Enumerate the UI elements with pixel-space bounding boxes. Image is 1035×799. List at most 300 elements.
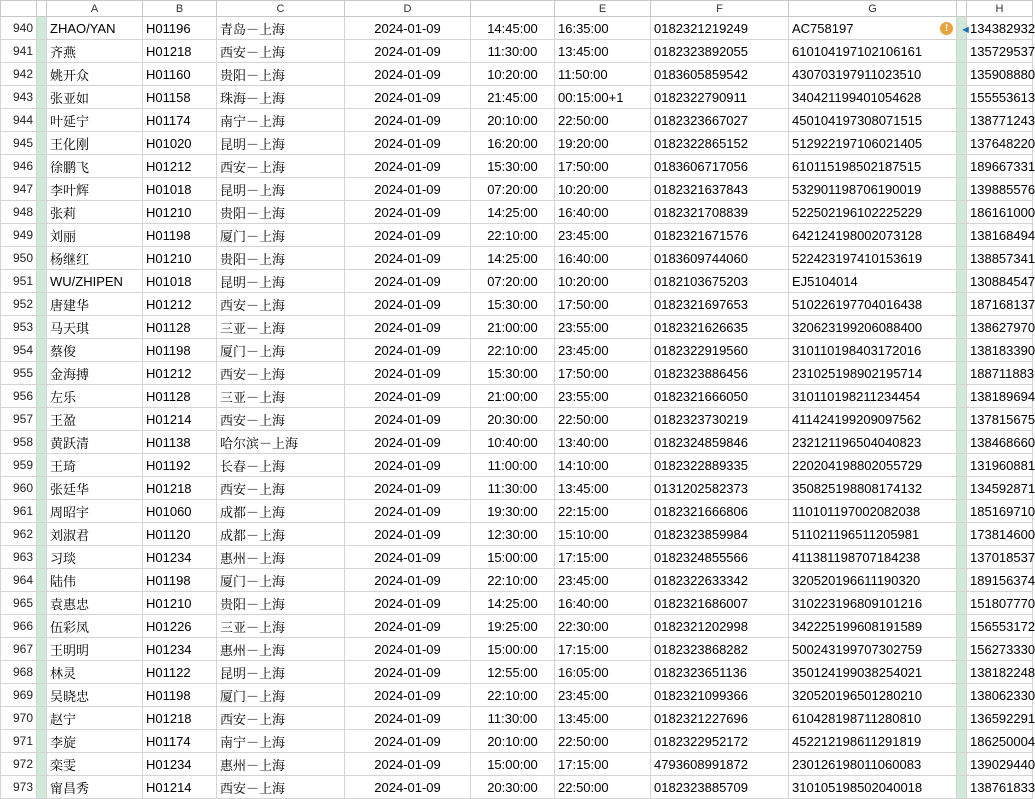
row-number[interactable]: 969	[1, 684, 37, 707]
row-number[interactable]: 942	[1, 63, 37, 86]
column-header-E[interactable]: E	[555, 1, 651, 17]
cell-route[interactable]: 贵阳－上海	[217, 201, 345, 224]
cell-departure-time[interactable]: 10:40:00	[471, 431, 555, 454]
table-row[interactable]	[1, 753, 1033, 776]
cell-passenger-name[interactable]: 王化刚	[47, 132, 143, 155]
cell-flight-id[interactable]: H01198	[143, 684, 217, 707]
cell-date[interactable]: 2024-01-09	[345, 638, 471, 661]
cell-route[interactable]: 惠州－上海	[217, 546, 345, 569]
cell-phone-number[interactable]: 138189694	[967, 385, 1033, 408]
cell-id-number[interactable]: 350825198808174132	[789, 477, 957, 500]
cell-ticket-number[interactable]: 4793608991872	[651, 753, 789, 776]
cell-flight-id[interactable]: H01198	[143, 339, 217, 362]
cell-flight-id[interactable]: H01138	[143, 431, 217, 454]
cell-flight-id[interactable]: H01198	[143, 224, 217, 247]
cell-date[interactable]: 2024-01-09	[345, 615, 471, 638]
cell-passenger-name[interactable]: 林灵	[47, 661, 143, 684]
cell-date[interactable]: 2024-01-09	[345, 454, 471, 477]
cell-flight-id[interactable]: H01218	[143, 477, 217, 500]
cell-arrival-time[interactable]: 00:15:00+1	[555, 86, 651, 109]
table-row[interactable]	[1, 569, 1033, 592]
cell-flight-id[interactable]: H01158	[143, 86, 217, 109]
cell-id-number[interactable]: 231025198902195714	[789, 362, 957, 385]
table-row[interactable]	[1, 270, 1033, 293]
cell-arrival-time[interactable]: 13:45:00	[555, 477, 651, 500]
cell-passenger-name[interactable]: 刘淑君	[47, 523, 143, 546]
row-number[interactable]: 956	[1, 385, 37, 408]
row-number[interactable]: 950	[1, 247, 37, 270]
cell-passenger-name[interactable]: 周昭宇	[47, 500, 143, 523]
cell-departure-time[interactable]: 11:30:00	[471, 40, 555, 63]
cell-departure-time[interactable]: 15:30:00	[471, 293, 555, 316]
cell-departure-time[interactable]: 07:20:00	[471, 270, 555, 293]
cell-passenger-name[interactable]: 姚开众	[47, 63, 143, 86]
row-number[interactable]: 948	[1, 201, 37, 224]
cell-ticket-number[interactable]: 0182322919560	[651, 339, 789, 362]
cell-id-number[interactable]: 310110198403172016	[789, 339, 957, 362]
cell-route[interactable]: 西安－上海	[217, 477, 345, 500]
row-number[interactable]: 958	[1, 431, 37, 454]
cell-phone-number[interactable]: 137648220	[967, 132, 1033, 155]
cell-flight-id[interactable]: H01120	[143, 523, 217, 546]
cell-arrival-time[interactable]: 22:30:00	[555, 615, 651, 638]
cell-phone-number[interactable]: 151807770	[967, 592, 1033, 615]
cell-departure-time[interactable]: 22:10:00	[471, 684, 555, 707]
cell-phone-number[interactable]: 186250004	[967, 730, 1033, 753]
row-number[interactable]: 944	[1, 109, 37, 132]
cell-id-number[interactable]: 340421199401054628	[789, 86, 957, 109]
cell-passenger-name[interactable]: 左乐	[47, 385, 143, 408]
cell-departure-time[interactable]: 19:30:00	[471, 500, 555, 523]
row-number[interactable]: 973	[1, 776, 37, 799]
cell-ticket-number[interactable]: 0182323868282	[651, 638, 789, 661]
cell-ticket-number[interactable]: 0182321671576	[651, 224, 789, 247]
cell-date[interactable]: 2024-01-09	[345, 17, 471, 40]
cell-ticket-number[interactable]: 0182324859846	[651, 431, 789, 454]
cell-route[interactable]: 贵阳－上海	[217, 592, 345, 615]
cell-departure-time[interactable]: 11:00:00	[471, 454, 555, 477]
row-number[interactable]: 941	[1, 40, 37, 63]
cell-date[interactable]: 2024-01-09	[345, 477, 471, 500]
cell-id-number[interactable]: 411381198707184238	[789, 546, 957, 569]
cell-ticket-number[interactable]: 0182103675203	[651, 270, 789, 293]
cell-id-number[interactable]: 500243199707302759	[789, 638, 957, 661]
cell-arrival-time[interactable]: 23:45:00	[555, 569, 651, 592]
row-number[interactable]: 953	[1, 316, 37, 339]
cell-route[interactable]: 西安－上海	[217, 40, 345, 63]
cell-phone-number[interactable]: 185169710	[967, 500, 1033, 523]
row-number[interactable]: 945	[1, 132, 37, 155]
table-row[interactable]	[1, 362, 1033, 385]
cell-id-number[interactable]: 430703197911023510	[789, 63, 957, 86]
cell-flight-id[interactable]: H01212	[143, 155, 217, 178]
cell-arrival-time[interactable]: 13:40:00	[555, 431, 651, 454]
cell-passenger-name[interactable]: 张亚如	[47, 86, 143, 109]
cell-departure-time[interactable]: 14:25:00	[471, 592, 555, 615]
cell-id-number[interactable]: 411424199209097562	[789, 408, 957, 431]
cell-phone-number[interactable]: 138627970	[967, 316, 1033, 339]
cell-route[interactable]: 青岛－上海	[217, 17, 345, 40]
cell-route[interactable]: 南宁－上海	[217, 730, 345, 753]
cell-flight-id[interactable]: H01214	[143, 408, 217, 431]
cell-arrival-time[interactable]: 23:45:00	[555, 684, 651, 707]
column-header-F[interactable]: F	[651, 1, 789, 17]
cell-date[interactable]: 2024-01-09	[345, 408, 471, 431]
table-row[interactable]	[1, 546, 1033, 569]
cell-date[interactable]: 2024-01-09	[345, 155, 471, 178]
table-row[interactable]	[1, 339, 1033, 362]
cell-flight-id[interactable]: H01218	[143, 707, 217, 730]
cell-flight-id[interactable]: H01160	[143, 63, 217, 86]
table-row[interactable]	[1, 155, 1033, 178]
cell-date[interactable]: 2024-01-09	[345, 569, 471, 592]
table-row[interactable]	[1, 17, 1033, 40]
cell-ticket-number[interactable]: 0182321637843	[651, 178, 789, 201]
cell-arrival-time[interactable]: 13:45:00	[555, 707, 651, 730]
cell-id-number[interactable]: 320520196501280210	[789, 684, 957, 707]
cell-flight-id[interactable]: H01226	[143, 615, 217, 638]
cell-flight-id[interactable]: H01060	[143, 500, 217, 523]
cell-flight-id[interactable]: H01218	[143, 40, 217, 63]
cell-passenger-name[interactable]: 金海搏	[47, 362, 143, 385]
cell-arrival-time[interactable]: 19:20:00	[555, 132, 651, 155]
cell-passenger-name[interactable]: 张莉	[47, 201, 143, 224]
cell-flight-id[interactable]: H01210	[143, 247, 217, 270]
cell-passenger-name[interactable]: 习琰	[47, 546, 143, 569]
cell-phone-number[interactable]: 138468660	[967, 431, 1033, 454]
cell-departure-time[interactable]: 15:00:00	[471, 638, 555, 661]
cell-route[interactable]: 西安－上海	[217, 293, 345, 316]
cell-phone-number[interactable]: 188711883	[967, 362, 1033, 385]
cell-route[interactable]: 成都－上海	[217, 500, 345, 523]
cell-id-number[interactable]: EJ5104014	[789, 270, 957, 293]
cell-departure-time[interactable]: 20:10:00	[471, 109, 555, 132]
column-header-C[interactable]: C	[217, 1, 345, 17]
row-number[interactable]: 966	[1, 615, 37, 638]
cell-date[interactable]: 2024-01-09	[345, 523, 471, 546]
table-row[interactable]	[1, 293, 1033, 316]
cell-route[interactable]: 昆明－上海	[217, 132, 345, 155]
cell-route[interactable]: 三亚－上海	[217, 385, 345, 408]
cell-date[interactable]: 2024-01-09	[345, 109, 471, 132]
cell-flight-id[interactable]: H01234	[143, 753, 217, 776]
cell-date[interactable]: 2024-01-09	[345, 40, 471, 63]
row-number[interactable]: 940	[1, 17, 37, 40]
cell-ticket-number[interactable]: 0182321666806	[651, 500, 789, 523]
row-number[interactable]: 959	[1, 454, 37, 477]
column-header-H[interactable]: H	[967, 1, 1033, 17]
cell-route[interactable]: 西安－上海	[217, 408, 345, 431]
cell-ticket-number[interactable]: 0182321697653	[651, 293, 789, 316]
cell-date[interactable]: 2024-01-09	[345, 86, 471, 109]
cell-passenger-name[interactable]: 马天琪	[47, 316, 143, 339]
cell-arrival-time[interactable]: 13:45:00	[555, 40, 651, 63]
table-row[interactable]	[1, 247, 1033, 270]
cell-phone-number[interactable]: 138062330	[967, 684, 1033, 707]
row-number[interactable]: 965	[1, 592, 37, 615]
corner-select-all[interactable]	[1, 1, 37, 17]
table-row[interactable]	[1, 776, 1033, 799]
cell-phone-number[interactable]: 156273330	[967, 638, 1033, 661]
cell-route[interactable]: 长春－上海	[217, 454, 345, 477]
table-row[interactable]	[1, 684, 1033, 707]
table-row[interactable]	[1, 454, 1033, 477]
row-number[interactable]: 943	[1, 86, 37, 109]
cell-phone-number[interactable]: 186161000	[967, 201, 1033, 224]
table-row[interactable]	[1, 224, 1033, 247]
cell-id-number[interactable]: 642124198002073128	[789, 224, 957, 247]
column-header-D[interactable]: D	[345, 1, 471, 17]
table-row[interactable]	[1, 385, 1033, 408]
cell-passenger-name[interactable]: 赵宁	[47, 707, 143, 730]
cell-departure-time[interactable]: 21:00:00	[471, 385, 555, 408]
cell-passenger-name[interactable]: 张廷华	[47, 477, 143, 500]
cell-departure-time[interactable]: 15:30:00	[471, 155, 555, 178]
cell-ticket-number[interactable]: 0182324855566	[651, 546, 789, 569]
cell-arrival-time[interactable]: 22:50:00	[555, 730, 651, 753]
cell-flight-id[interactable]: H01212	[143, 293, 217, 316]
cell-ticket-number[interactable]: 0182321202998	[651, 615, 789, 638]
column-header-B[interactable]: B	[143, 1, 217, 17]
table-row[interactable]	[1, 201, 1033, 224]
cell-route[interactable]: 三亚－上海	[217, 316, 345, 339]
cell-date[interactable]: 2024-01-09	[345, 592, 471, 615]
cell-phone-number[interactable]: 131960881	[967, 454, 1033, 477]
row-number[interactable]: 962	[1, 523, 37, 546]
row-number[interactable]: 970	[1, 707, 37, 730]
cell-ticket-number[interactable]: 0182321099366	[651, 684, 789, 707]
cell-id-number[interactable]: 220204198802055729	[789, 454, 957, 477]
row-number[interactable]: 968	[1, 661, 37, 684]
cell-id-number[interactable]: 511021196511205981	[789, 523, 957, 546]
cell-id-number[interactable]: 610104197102106161	[789, 40, 957, 63]
cell-passenger-name[interactable]: 杨继红	[47, 247, 143, 270]
cell-flight-id[interactable]: H01174	[143, 730, 217, 753]
cell-flight-id[interactable]: H01174	[143, 109, 217, 132]
cell-arrival-time[interactable]: 17:50:00	[555, 362, 651, 385]
cell-departure-time[interactable]: 12:30:00	[471, 523, 555, 546]
cell-date[interactable]: 2024-01-09	[345, 224, 471, 247]
cell-phone-number[interactable]: 138168494	[967, 224, 1033, 247]
cell-route[interactable]: 西安－上海	[217, 155, 345, 178]
row-number[interactable]: 946	[1, 155, 37, 178]
cell-route[interactable]: 贵阳－上海	[217, 247, 345, 270]
cell-flight-id[interactable]: H01214	[143, 776, 217, 799]
cell-id-number[interactable]: 610115198502187515	[789, 155, 957, 178]
column-header-D2[interactable]	[471, 1, 555, 17]
row-number[interactable]: 955	[1, 362, 37, 385]
cell-flight-id[interactable]: H01212	[143, 362, 217, 385]
cell-flight-id[interactable]: H01210	[143, 201, 217, 224]
row-number[interactable]: 957	[1, 408, 37, 431]
cell-phone-number[interactable]: 137018537	[967, 546, 1033, 569]
table-row[interactable]	[1, 86, 1033, 109]
cell-flight-id[interactable]: H01018	[143, 270, 217, 293]
row-number[interactable]: 961	[1, 500, 37, 523]
cell-arrival-time[interactable]: 10:20:00	[555, 178, 651, 201]
table-row[interactable]	[1, 477, 1033, 500]
cell-departure-time[interactable]: 20:30:00	[471, 776, 555, 799]
row-number[interactable]: 954	[1, 339, 37, 362]
cell-phone-number[interactable]: 137815675	[967, 408, 1033, 431]
cell-id-number[interactable]: 522502196102225229	[789, 201, 957, 224]
table-row[interactable]	[1, 638, 1033, 661]
cell-id-number[interactable]: 510226197704016438	[789, 293, 957, 316]
cell-flight-id[interactable]: H01234	[143, 546, 217, 569]
cell-phone-number[interactable]: 139885576	[967, 178, 1033, 201]
row-selection-band-right[interactable]	[957, 17, 971, 40]
table-row[interactable]	[1, 63, 1033, 86]
cell-date[interactable]: 2024-01-09	[345, 201, 471, 224]
cell-id-number[interactable]: 310110198211234454	[789, 385, 957, 408]
cell-flight-id[interactable]: H01196	[143, 17, 217, 40]
cell-route[interactable]: 西安－上海	[217, 776, 345, 799]
table-row[interactable]	[1, 40, 1033, 63]
cell-date[interactable]: 2024-01-09	[345, 431, 471, 454]
cell-arrival-time[interactable]: 17:50:00	[555, 155, 651, 178]
cell-arrival-time[interactable]: 23:55:00	[555, 385, 651, 408]
cell-departure-time[interactable]: 15:30:00	[471, 362, 555, 385]
cell-arrival-time[interactable]: 16:40:00	[555, 247, 651, 270]
cell-ticket-number[interactable]: 0182321626635	[651, 316, 789, 339]
cell-phone-number[interactable]: 173814600	[967, 523, 1033, 546]
cell-phone-number[interactable]: 189156374	[967, 569, 1033, 592]
cell-passenger-name[interactable]: 李叶辉	[47, 178, 143, 201]
cell-passenger-name[interactable]: WU/ZHIPEN	[47, 270, 143, 293]
cell-arrival-time[interactable]: 17:15:00	[555, 546, 651, 569]
cell-passenger-name[interactable]: 吴晓忠	[47, 684, 143, 707]
cell-date[interactable]: 2024-01-09	[345, 776, 471, 799]
cell-passenger-name[interactable]: 蔡俊	[47, 339, 143, 362]
cell-id-number[interactable]: 320623199206088400	[789, 316, 957, 339]
table-row[interactable]	[1, 615, 1033, 638]
cell-route[interactable]: 昆明－上海	[217, 661, 345, 684]
cell-phone-number[interactable]: 136592291	[967, 707, 1033, 730]
cell-phone-number[interactable]: 139029440	[967, 753, 1033, 776]
cell-departure-time[interactable]: 20:30:00	[471, 408, 555, 431]
cell-arrival-time[interactable]: 16:40:00	[555, 201, 651, 224]
cell-arrival-time[interactable]: 23:45:00	[555, 224, 651, 247]
cell-id-number[interactable]: 320520196611190320	[789, 569, 957, 592]
cell-ticket-number[interactable]: 0182321227696	[651, 707, 789, 730]
cell-phone-number[interactable]: 156553172	[967, 615, 1033, 638]
cell-ticket-number[interactable]: 0183606717056	[651, 155, 789, 178]
cell-ticket-number[interactable]: 0182322633342	[651, 569, 789, 592]
cell-route[interactable]: 惠州－上海	[217, 753, 345, 776]
cell-departure-time[interactable]: 11:30:00	[471, 707, 555, 730]
cell-id-number[interactable]: 512922197106021405	[789, 132, 957, 155]
cell-arrival-time[interactable]: 10:20:00	[555, 270, 651, 293]
cell-route[interactable]: 厦门－上海	[217, 339, 345, 362]
cell-date[interactable]: 2024-01-09	[345, 730, 471, 753]
cell-departure-time[interactable]: 22:10:00	[471, 224, 555, 247]
cell-route[interactable]: 珠海－上海	[217, 86, 345, 109]
cell-ticket-number[interactable]: 0182321686007	[651, 592, 789, 615]
cell-departure-time[interactable]: 15:00:00	[471, 753, 555, 776]
cell-passenger-name[interactable]: 齐燕	[47, 40, 143, 63]
cell-id-number[interactable]: 342225199608191589	[789, 615, 957, 638]
warning-badge-icon[interactable]: !	[940, 22, 953, 35]
cell-route[interactable]: 西安－上海	[217, 707, 345, 730]
cell-passenger-name[interactable]: ZHAO/YAN	[47, 17, 143, 40]
cell-ticket-number[interactable]: 0182321708839	[651, 201, 789, 224]
cell-arrival-time[interactable]: 16:05:00	[555, 661, 651, 684]
cell-date[interactable]: 2024-01-09	[345, 661, 471, 684]
row-number[interactable]: 960	[1, 477, 37, 500]
cell-departure-time[interactable]: 19:25:00	[471, 615, 555, 638]
cell-id-number[interactable]: 452212198611291819	[789, 730, 957, 753]
cell-route[interactable]: 哈尔滨－上海	[217, 431, 345, 454]
cell-ticket-number[interactable]: 0182322790911	[651, 86, 789, 109]
cell-phone-number[interactable]: 138182248	[967, 661, 1033, 684]
cell-departure-time[interactable]: 22:10:00	[471, 569, 555, 592]
cell-id-number[interactable]: 532901198706190019	[789, 178, 957, 201]
row-number[interactable]: 949	[1, 224, 37, 247]
cell-arrival-time[interactable]: 23:55:00	[555, 316, 651, 339]
table-body[interactable]	[1, 17, 1033, 799]
cell-route[interactable]: 厦门－上海	[217, 569, 345, 592]
cell-date[interactable]: 2024-01-09	[345, 546, 471, 569]
table-row[interactable]	[1, 431, 1033, 454]
cell-ticket-number[interactable]: 0182323730219	[651, 408, 789, 431]
cell-id-number[interactable]: 110101197002082038	[789, 500, 957, 523]
cell-phone-number[interactable]: 155553613	[967, 86, 1033, 109]
cell-date[interactable]: 2024-01-09	[345, 63, 471, 86]
cell-departure-time[interactable]: 14:25:00	[471, 247, 555, 270]
cell-date[interactable]: 2024-01-09	[345, 385, 471, 408]
cell-phone-number[interactable]: 134382932	[967, 17, 1033, 40]
cell-phone-number[interactable]: 138761833	[967, 776, 1033, 799]
cell-phone-number[interactable]: 189667331	[967, 155, 1033, 178]
cell-flight-id[interactable]: H01128	[143, 385, 217, 408]
cell-departure-time[interactable]: 14:25:00	[471, 201, 555, 224]
cell-passenger-name[interactable]: 王盈	[47, 408, 143, 431]
scroll-left-arrow-icon[interactable]: ◄	[960, 23, 971, 36]
cell-ticket-number[interactable]: 0182322952172	[651, 730, 789, 753]
cell-passenger-name[interactable]: 唐建华	[47, 293, 143, 316]
cell-passenger-name[interactable]: 徐鹏飞	[47, 155, 143, 178]
cell-arrival-time[interactable]: 16:35:00	[555, 17, 651, 40]
cell-departure-time[interactable]: 14:45:00	[471, 17, 555, 40]
cell-ticket-number[interactable]: 0183605859542	[651, 63, 789, 86]
cell-id-number[interactable]: 232121196504040823	[789, 431, 957, 454]
cell-id-number[interactable]: 350124199038254021	[789, 661, 957, 684]
cell-departure-time[interactable]: 16:20:00	[471, 132, 555, 155]
row-number[interactable]: 951	[1, 270, 37, 293]
cell-arrival-time[interactable]: 15:10:00	[555, 523, 651, 546]
cell-ticket-number[interactable]: 0131202582373	[651, 477, 789, 500]
cell-passenger-name[interactable]: 李旋	[47, 730, 143, 753]
cell-ticket-number[interactable]: 0182323892055	[651, 40, 789, 63]
cell-date[interactable]: 2024-01-09	[345, 132, 471, 155]
cell-route[interactable]: 昆明－上海	[217, 270, 345, 293]
cell-date[interactable]: 2024-01-09	[345, 293, 471, 316]
cell-phone-number[interactable]: 134592871	[967, 477, 1033, 500]
cell-id-number[interactable]: 310105198502040018	[789, 776, 957, 799]
cell-date[interactable]: 2024-01-09	[345, 500, 471, 523]
table-row[interactable]	[1, 500, 1033, 523]
cell-flight-id[interactable]: H01234	[143, 638, 217, 661]
cell-flight-id[interactable]: H01192	[143, 454, 217, 477]
cell-route[interactable]: 昆明－上海	[217, 178, 345, 201]
cell-passenger-name[interactable]: 袁惠忠	[47, 592, 143, 615]
cell-route[interactable]: 成都－上海	[217, 523, 345, 546]
cell-date[interactable]: 2024-01-09	[345, 339, 471, 362]
cell-departure-time[interactable]: 10:20:00	[471, 63, 555, 86]
cell-arrival-time[interactable]: 11:50:00	[555, 63, 651, 86]
row-number[interactable]: 971	[1, 730, 37, 753]
cell-departure-time[interactable]: 21:45:00	[471, 86, 555, 109]
